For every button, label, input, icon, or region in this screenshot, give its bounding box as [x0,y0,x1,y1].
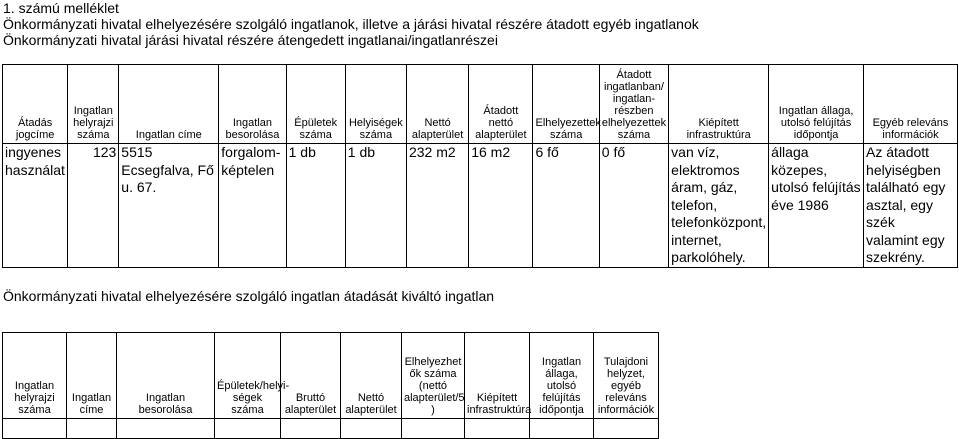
net-area-cell: 232 m2 [406,144,468,268]
header-cell: Ingatlan besorolása [219,65,286,144]
table2-empty-row [3,419,659,439]
header-cell: Átadás jogcíme [3,65,68,144]
header-cell: Ingatlan besorolása [117,333,215,419]
parcel-number-cell: 123 [68,144,119,268]
header-cell: Kiépített infrastruktúra [465,333,530,419]
empty-cell [402,419,465,439]
header-cell: Átadott ingatlanban/ ingatlan- részben elhelyezettek száma [599,65,668,144]
table1-header-row [3,65,958,144]
header-cell: Ingatlan címe [119,65,219,144]
empty-cell [215,419,281,439]
header-cell: Egyéb releváns információk [864,65,958,144]
header-cell: Ingatlan állaga, utolsó felújítás időpontja [769,65,864,144]
empty-cell [530,419,594,439]
transferred-area-cell: 16 m2 [469,144,533,268]
header-cell: Elhelyezhet ők száma (nettó alapterület/5 ) [402,333,465,419]
header-cell: Nettó alapterület [406,65,468,144]
header-cell: Bruttó alapterület [281,333,341,419]
replacement-property-table [2,332,659,439]
transferred-occupant-cell: 0 fő [599,144,668,268]
header-cell: Épületek/helyi- ségek száma [215,333,281,419]
document-title: Önkormányzati hivatal elhelyezésére szolgáló ingatlanok, illetve a járási hivatal részére átadott egyéb ingatlanok [3,16,699,32]
section-title: Önkormányzati hivatal elhelyezésére szolgáló ingatlan átadását kiváltó ingatlan [3,288,495,304]
transfer-basis-cell: ingyenes használat [3,144,68,268]
header-cell: Ingatlan állaga, utolsó felújítás időpontja [530,333,594,419]
empty-cell [67,419,117,439]
condition-cell: állaga közepes, utolsó felújítás éve 1986 [769,144,864,268]
empty-cell [3,419,67,439]
address-cell: 5515 Ecsegfalva, Fő u. 67. [119,144,219,268]
empty-cell [341,419,402,439]
empty-cell [594,419,659,439]
building-count-cell: 1 db [286,144,345,268]
document-subtitle: Önkormányzati hivatal járási hivatal részére átengedett ingatlanai/ingatlanrészei [3,32,498,48]
header-cell: Ingatlan helyrajzi száma [3,333,67,419]
empty-cell [465,419,530,439]
header-cell: Helyiségek száma [345,65,406,144]
empty-cell [117,419,215,439]
classification-cell: forgalom- képtelen [219,144,286,268]
header-cell: Ingatlan helyrajzi száma [68,65,119,144]
transferred-property-table [2,64,958,268]
header-cell: Elhelyezettek száma [533,65,599,144]
infrastructure-cell: van víz, elektromos áram, gáz, telefon, telefonközpont, internet, parkolóhely. [669,144,769,268]
empty-cell [281,419,341,439]
header-cell: Kiépített infrastruktúra [669,65,769,144]
room-count-cell: 1 db [345,144,406,268]
header-cell: Épületek száma [286,65,345,144]
table2-header-row [3,333,659,419]
other-info-cell: Az átadott helyiségben található egy asztal, egy szék valamint egy szekrény. [864,144,958,268]
table1-data-row [3,144,958,268]
occupant-count-cell: 6 fő [533,144,599,268]
header-cell: Átadott nettó alapterület [469,65,533,144]
annex-label: 1. számú melléklet [3,0,119,16]
header-cell: Ingatlan címe [67,333,117,419]
header-cell: Tulajdoni helyzet, egyéb releváns információk [594,333,659,419]
header-cell: Nettó alapterület [341,333,402,419]
